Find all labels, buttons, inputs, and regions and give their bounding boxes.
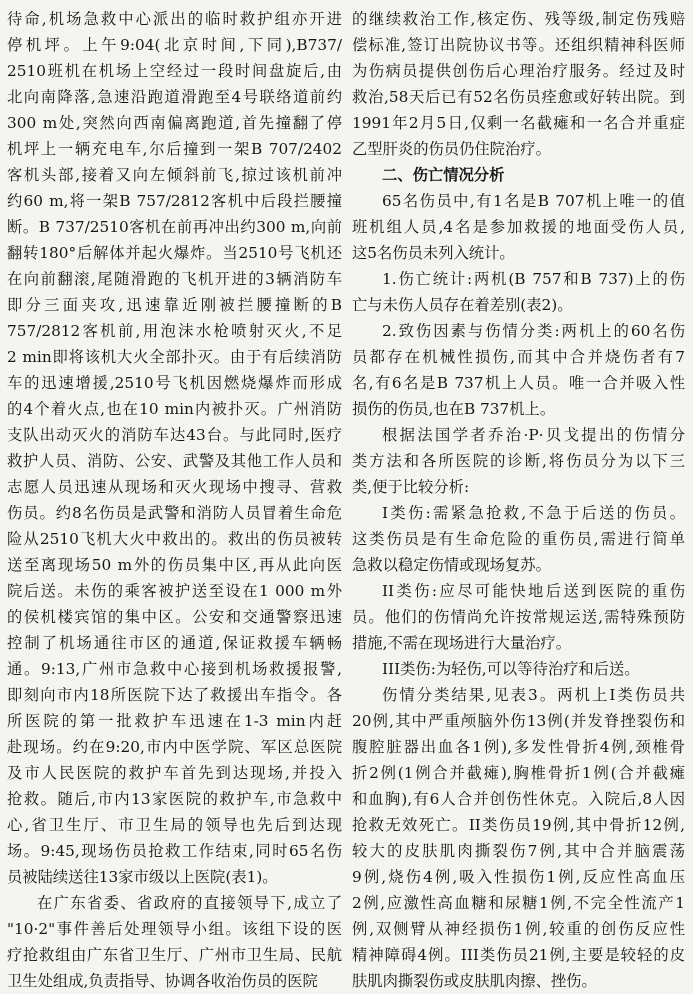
text-line: 心,省卫生厅、市卫生局的领导也先后到达现 — [7, 816, 342, 834]
text-line: 1.伤亡统计:两机(B 757和B 737)上的伤 — [382, 270, 685, 288]
paragraph — [352, 578, 685, 656]
text-line: 腹腔脏器出血各1例),多发性骨折4例,颈椎骨 — [352, 738, 685, 756]
text-line: "10·2"事件善后处理领导小组。该组下设的医 — [7, 920, 342, 938]
text-line: 精神障碍4例。III类伤员21例,主要是较轻的皮 — [352, 946, 685, 964]
text-line: 伤员。约8名伤员是武警和消防人员冒着生命危 — [7, 504, 342, 522]
text-line: 即刻向市内18所医院下达了救援出车指令。各 — [7, 686, 342, 704]
text-line: 名,有6名是B 737机上人员。唯一合并吸入性 — [352, 374, 685, 392]
text-line: 院后送。未伤的乘客被护送至设在1 000 m外 — [7, 582, 342, 600]
text-line: 救治,58天后已有52名伤员痊愈或好转出院。到 — [352, 88, 685, 106]
text-line: 待命,机场急救中心派出的临时救护组亦开进 — [7, 10, 342, 28]
text-line: 员。他们的伤情尚允许按常规运送,需特殊预防 — [352, 608, 685, 626]
paragraph — [7, 6, 342, 890]
text-line: 通。9:13,广州市急救中心接到机场救援报警, — [7, 660, 342, 678]
text-line: 在广东省委、省政府的直接领导下,成立了 — [37, 894, 342, 912]
paragraph — [352, 6, 685, 162]
left-column — [7, 6, 342, 994]
text-line: 为伤病员提供创伤后心理治疗服务。经过及时 — [352, 62, 685, 80]
text-line: 支队出动灭火的消防车达43台。与此同时,医疗 — [7, 426, 342, 444]
text-line: 伤情分类结果,见表3。两机上I类伤员共 — [382, 686, 685, 704]
text-line: 停机坪。上午9:04(北京时间,下同),B737/ — [7, 36, 342, 54]
text-line: 急救以稳定伤情或现场复苏。 — [352, 556, 551, 574]
text-line: 9例,烧伤4例,吸入性损伤1例,反应性高血压 — [352, 868, 685, 886]
right-column — [352, 6, 685, 994]
text-line: 肤肌肉撕裂伤或皮肤肌肉擦、挫伤。 — [352, 972, 597, 990]
paragraph — [352, 500, 685, 578]
paragraph — [352, 266, 685, 318]
text-line: 措施,不需在现场进行大量治疗。 — [352, 634, 572, 652]
section-heading: 二、伤亡情况分析 — [382, 166, 505, 184]
text-line: 和血胸),有6人合并创伤性休克。入院后,8人因 — [352, 790, 685, 808]
text-line: 2.致伤因素与伤情分类:两机上的60名伤 — [382, 322, 685, 340]
text-line: 翻转180°后解体并起火爆炸。当2510号飞机还 — [7, 244, 342, 262]
text-line: II类伤:应尽可能快地后送到医院的重伤 — [382, 582, 685, 600]
text-line: 根据法国学者乔治·P·贝戈提出的伤情分 — [382, 426, 685, 444]
text-line: 赴现场。约在9:20,市内中医学院、军区总医院 — [7, 738, 342, 756]
text-line: 险从2510飞机大火中救出的。救出的伤员被转 — [7, 530, 342, 548]
text-line: 的侯机楼宾馆的集中区。公安和交通警察迅速 — [7, 608, 342, 626]
text-line: 班机组人员,4名是参加救援的地面受伤人员, — [352, 218, 685, 236]
text-line: I类伤:需紧急抢救,不急于后送的伤员。 — [382, 504, 685, 522]
text-line: 亡与未伤人员存在着差别(表2)。 — [352, 296, 573, 314]
text-line: 场。9:45,现场伤员抢救工作结束,同时65名伤 — [7, 842, 342, 860]
text-line: 偿标准,签订出院协议书等。还组织精神科医师 — [352, 36, 685, 54]
text-line: 20例,其中严重颅脑外伤13例(并发脊挫裂伤和 — [352, 712, 685, 730]
text-line: 损伤的伤员,也在B 737机上。 — [352, 400, 556, 418]
text-line: III类伤:为轻伤,可以等待治疗和后送。 — [382, 660, 640, 678]
text-line: 例,双侧臂从神经损伤1例,较重的创伤反应性 — [352, 920, 685, 938]
text-line: 乙型肝炎的伤员仍住院治疗。 — [352, 140, 551, 158]
text-line: 机坪上一辆充电车,尔后撞到一架B 707/2402 — [7, 140, 342, 158]
text-line: 抢救。随后,市内13家医院的救护车,市急救中 — [7, 790, 342, 808]
text-line: 这类伤员是有生命危险的重伤员,需进行简单 — [352, 530, 685, 548]
text-line: 类方法和各所医院的诊断,将伤员分为以下三 — [352, 452, 685, 470]
text-line: 客机头部,接着又向左倾斜前飞,掠过该机前冲 — [7, 166, 342, 184]
text-line: 300 m处,突然向西南偏离跑道,首先撞翻了停 — [7, 114, 342, 132]
text-line: 车的迅速增援,2510号飞机因燃烧爆炸而形成 — [7, 374, 342, 392]
text-line: 员被陆续送往13家市级以上医院(表1)。 — [7, 868, 278, 886]
text-line: 控制了机场通往市区的通道,保证救援车辆畅 — [7, 634, 342, 652]
text-line: 员都存在机械性损伤,而其中合并烧伤者有7 — [352, 348, 685, 366]
text-line: 类,便于比较分析: — [352, 478, 470, 496]
text-line: 2例,应激性高血糖和尿糖1例,不完全性流产1 — [352, 894, 685, 912]
text-line: 这5名伤员未列入统计。 — [352, 244, 515, 262]
text-line: 及市人民医院的救护车首先到达现场,并投入 — [7, 764, 342, 782]
text-line: 的继续救治工作,核定伤、残等级,制定伤残赔 — [352, 10, 685, 28]
text-line: 65名伤员中,有1名是B 707机上唯一的值 — [382, 192, 685, 210]
text-line: 断。B 737/2510客机在前再冲出约300 m,向前 — [7, 218, 342, 236]
text-line: 2 min即将该机大火全部扑灭。由于有后续消防 — [7, 348, 342, 366]
text-line: 约60 m,将一架B 757/2812客机中后段拦腰撞 — [7, 192, 342, 210]
paragraph — [352, 656, 685, 682]
paragraph — [352, 318, 685, 422]
text-line: 所医院的第一批救护车迅速在1-3 min内赶 — [7, 712, 342, 730]
text-line: 卫生处组成,负责指导、协调各收治伤员的医院 — [7, 972, 318, 990]
text-line: 2510班机在机场上空经过一段时间盘旋后,由 — [7, 62, 342, 80]
text-line: 北向南降落,急速沿跑道滑跑至4号联络道前约 — [7, 88, 342, 106]
text-line: 1991年2月5日,仅剩一名截瘫和一名合并重症 — [352, 114, 685, 132]
text-line: 即分三面夹攻,迅速靠近刚被拦腰撞断的B — [7, 296, 342, 314]
text-line: 志愿人员迅速从现场和灭火现场中搜寻、营救 — [7, 478, 342, 496]
text-line: 送至离现场50 m外的伤员集中区,再从此向医 — [7, 556, 342, 574]
text-line: 的4个着火点,也在10 min内被扑灭。广州消防 — [7, 400, 342, 418]
paragraph — [352, 682, 685, 994]
text-line: 较大的皮肤肌肉撕裂伤7例,其中合并脑震荡 — [352, 842, 685, 860]
text-line: 疗抢救组由广东省卫生厅、广州市卫生局、民航 — [7, 946, 342, 964]
paragraph — [352, 188, 685, 266]
text-line: 折2例(1例合并截瘫),胸椎骨折1例(合并截瘫 — [352, 764, 685, 782]
text-line: 757/2812客机前,用泡沫水枪喷射灭火,不足 — [7, 322, 342, 340]
text-line: 在向前翻滚,尾随滑跑的飞机开进的3辆消防车 — [7, 270, 342, 288]
paragraph — [7, 890, 342, 994]
text-line: 抢救无效死亡。II类伤员19例,其中骨折12例, — [352, 816, 685, 834]
text-line: 救护人员、消防、公安、武警及其他工作人员和 — [7, 452, 342, 470]
paragraph — [352, 422, 685, 500]
